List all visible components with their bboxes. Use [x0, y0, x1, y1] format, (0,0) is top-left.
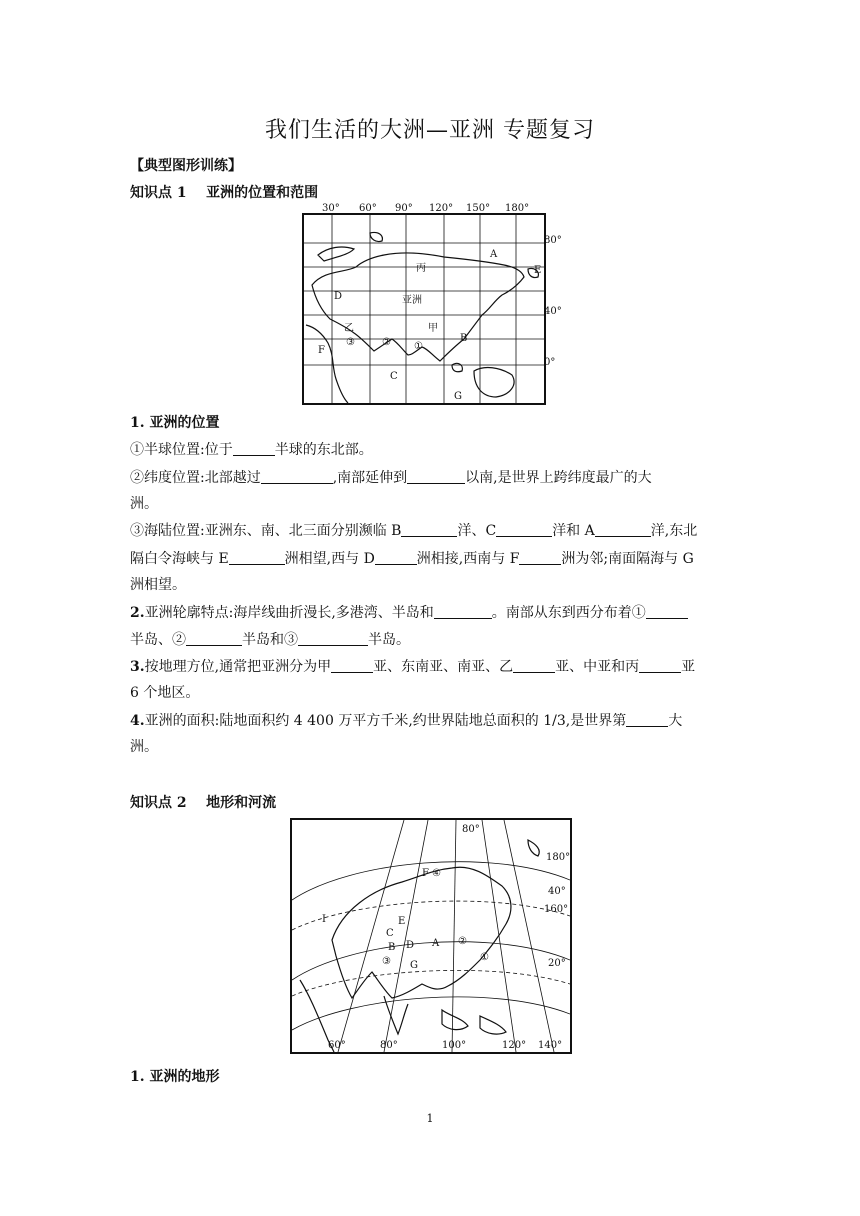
map1-lat-80: 80°	[544, 235, 562, 246]
q1-line-3: 洲。	[130, 496, 158, 512]
map1-lon-180: 180°	[505, 203, 530, 214]
map1-char-bing: 丙	[416, 263, 426, 274]
map2-letter-d: D	[406, 940, 415, 951]
q4-line-2: 洲。	[130, 739, 158, 755]
map2-lon-160: 160°	[544, 904, 569, 915]
map2-lon-180: 180°	[546, 852, 570, 863]
map1-letter-a: A	[490, 249, 498, 260]
section-heading: 【典型图形训练】	[130, 158, 242, 174]
map1-lon-60: 60°	[359, 203, 377, 214]
map2-marker-4: ④	[432, 868, 441, 879]
page-number: 1	[426, 1112, 434, 1125]
blank[interactable]	[331, 658, 373, 673]
page-title: 我们生活的大洲—亚洲 专题复习	[265, 118, 595, 143]
blank[interactable]	[186, 631, 242, 646]
q4-line-1: 4.亚洲的面积:陆地面积约 4 400 万平方千米,约世界陆地总面积的 1/3,是世界第 大	[130, 713, 683, 729]
map2-marker-1: ①	[480, 952, 489, 963]
map1-letter-e: E	[534, 265, 542, 276]
kp1-name: 亚洲的位置和范围	[206, 185, 319, 201]
q1-line-2: ②纬度位置:北部越过 ,南部延伸到 以南,是世界上跨纬度最广的大	[130, 470, 652, 486]
q3-line-2: 6 个地区。	[130, 685, 200, 701]
map2-lat-80: 80°	[462, 824, 480, 835]
map1-marker-1: ①	[414, 341, 423, 352]
q1-line-6: 洲相望。	[130, 577, 186, 593]
map2-letter-c: C	[386, 928, 394, 939]
map2-lon-80: 80°	[380, 1040, 398, 1051]
blank[interactable]	[646, 604, 688, 619]
knowledge-point-1-heading	[130, 182, 318, 202]
kp1-label: 知识点 1	[130, 185, 187, 201]
map2-lon-140: 140°	[538, 1040, 563, 1051]
blank[interactable]	[401, 522, 457, 537]
blank[interactable]	[434, 604, 492, 619]
map2-marker-3: ③	[382, 956, 391, 967]
blank[interactable]	[639, 658, 681, 673]
map2-lon-60: 60°	[328, 1040, 346, 1051]
asia-terrain-map	[290, 818, 572, 1054]
map1-char-yi: 乙	[344, 323, 354, 334]
map1-letter-b: B	[460, 333, 468, 344]
map1-lon-120: 120°	[429, 203, 454, 214]
map2-lon-120: 120°	[502, 1040, 527, 1051]
blank[interactable]	[298, 631, 368, 646]
map1-lon-30: 30°	[322, 203, 340, 214]
q2-line-2: 半岛、② 半岛和③ 半岛。	[130, 632, 410, 648]
blank[interactable]	[513, 658, 555, 673]
map1-char-jia: 甲	[428, 323, 438, 334]
map2-letter-b: B	[388, 942, 396, 953]
kp2-name: 地形和河流	[206, 795, 277, 811]
knowledge-point-2-heading	[130, 792, 276, 812]
map1-lon-90: 90°	[395, 203, 413, 214]
blank[interactable]	[496, 522, 552, 537]
blank[interactable]	[407, 469, 465, 484]
q2-line-1: 2.亚洲轮廓特点:海岸线曲折漫长,多港湾、半岛和 。南部从东到西分布着①	[130, 602, 730, 622]
q1-line-4: ③海陆位置:亚洲东、南、北三面分别濒临 B 洋、C 洋和 A 洋,东北	[130, 523, 698, 539]
terrain-question-title: 1. 亚洲的地形	[130, 1069, 220, 1085]
blank[interactable]	[595, 522, 651, 537]
map2-letter-a: A	[432, 938, 440, 949]
map2-letter-i: I	[322, 914, 326, 925]
asia-location-map	[302, 213, 546, 405]
map1-letter-d: D	[334, 291, 343, 302]
map1-marker-3: ③	[346, 337, 355, 348]
map2-lat-20: 20°	[548, 958, 566, 969]
q1-title: 1. 亚洲的位置	[130, 415, 220, 431]
kp2-label: 知识点 2	[130, 795, 187, 811]
blank[interactable]	[626, 712, 668, 727]
map1-marker-2: ②	[382, 337, 391, 348]
blank[interactable]	[375, 550, 417, 565]
map2-letter-e: E	[398, 916, 406, 927]
map1-lat-40: 40°	[544, 306, 562, 317]
map1-lat-0: 0°	[544, 357, 556, 368]
q1-line-1: ①半球位置:位于 半球的东北部。	[130, 442, 373, 458]
map1-letter-c: C	[390, 371, 398, 382]
map1-letter-g: G	[454, 391, 462, 402]
blank[interactable]	[261, 469, 333, 484]
blank[interactable]	[519, 550, 561, 565]
map2-marker-2: ②	[458, 936, 467, 947]
map2-lon-100: 100°	[442, 1040, 467, 1051]
q1-line-5: 隔白令海峡与 E 洲相望,西与 D 洲相接,西南与 F 洲为邻;南面隔海与 G	[130, 551, 694, 567]
map1-char-asia: 亚洲	[402, 295, 422, 306]
blank[interactable]	[229, 550, 285, 565]
map2-letter-g: G	[410, 960, 418, 971]
q3-line-1: 3.按地理方位,通常把亚洲分为甲 亚、东南亚、南亚、乙 亚、中亚和丙 亚	[130, 659, 696, 675]
map2-lat-40: 40°	[548, 886, 566, 897]
map2-letter-f: F	[422, 868, 429, 879]
blank[interactable]	[233, 441, 275, 456]
map1-letter-f: F	[318, 345, 325, 356]
map1-lon-150: 150°	[466, 203, 491, 214]
